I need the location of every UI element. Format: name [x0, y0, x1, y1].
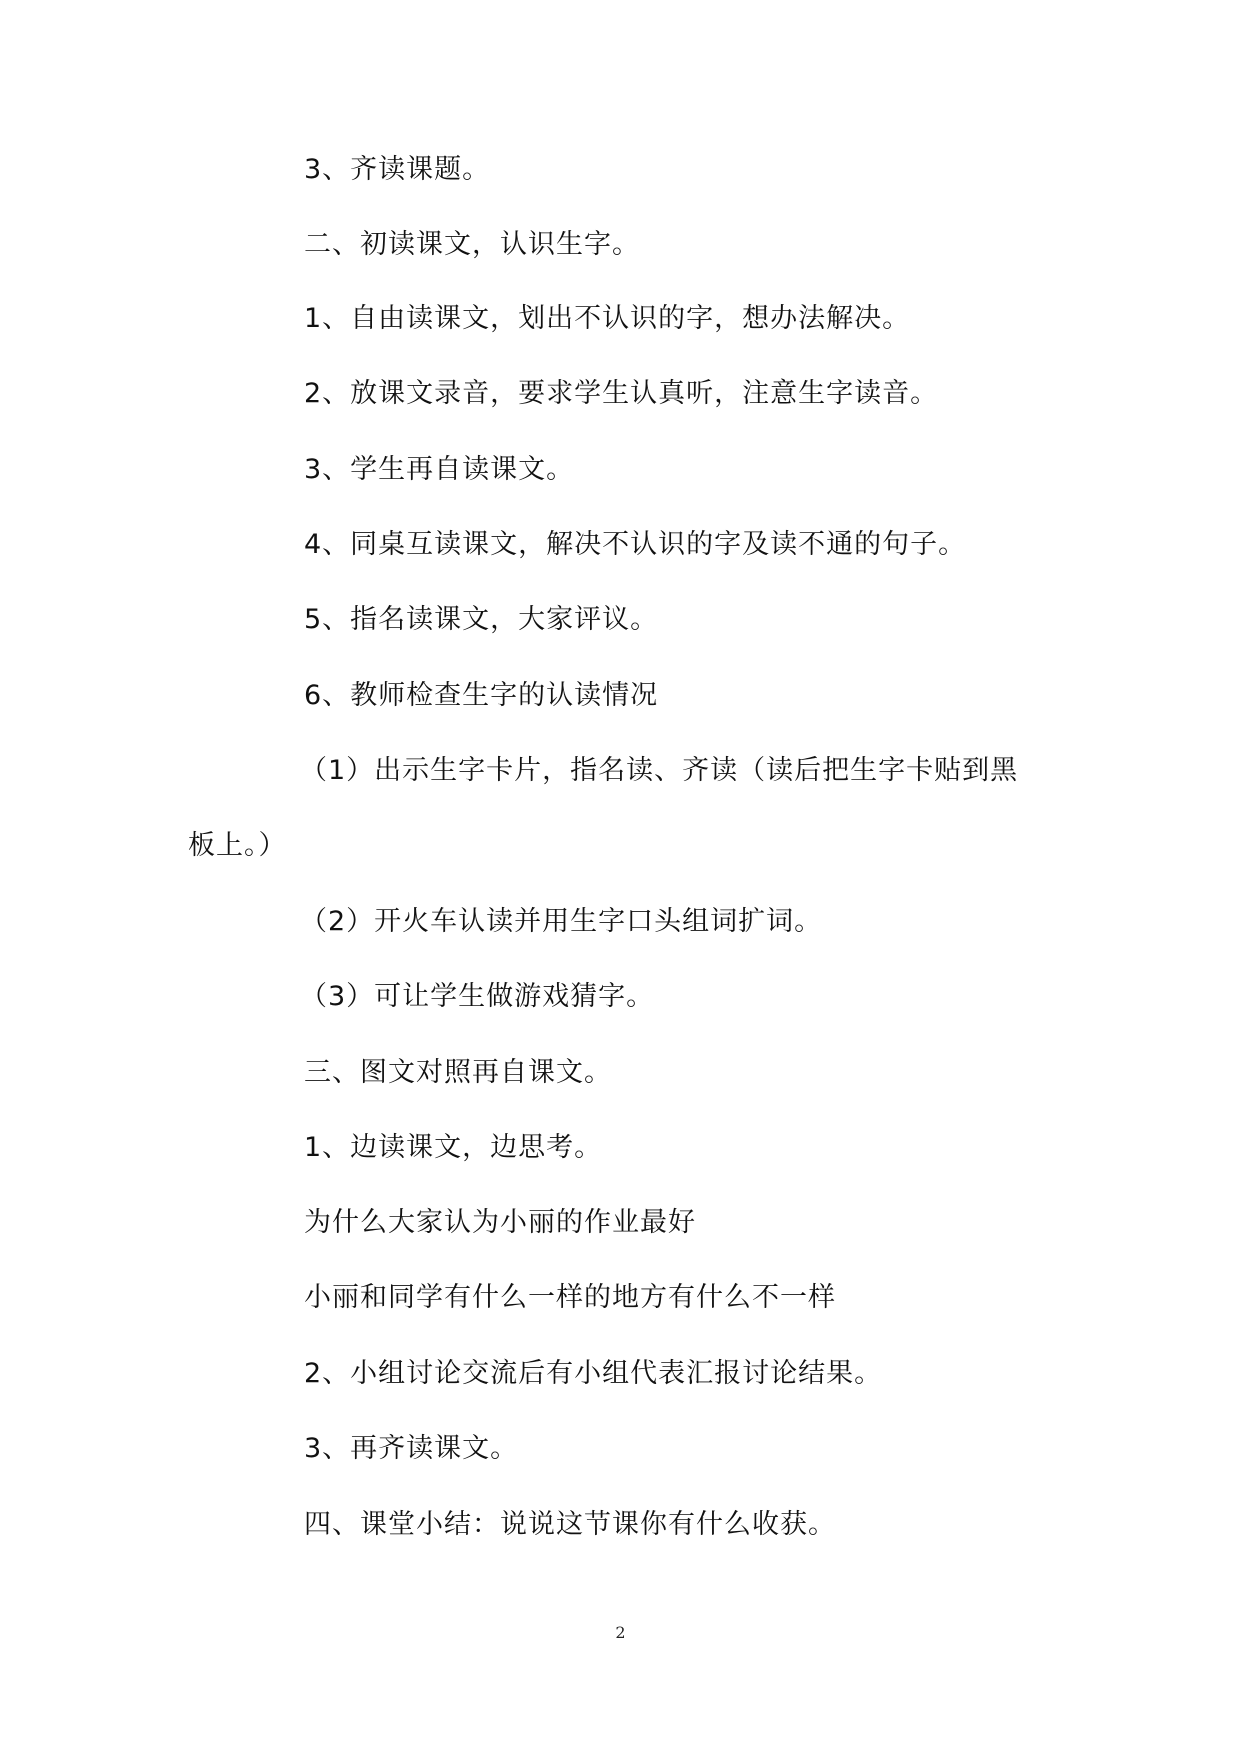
- section-heading: 二、初读课文，认识生字。: [304, 229, 640, 260]
- page-number: 2: [615, 1623, 626, 1642]
- text-line: 为什么大家认为小丽的作业最好: [304, 1207, 696, 1238]
- text-line: （3）可让学生做游戏猜字。: [300, 981, 655, 1012]
- text-line: 4、同桌互读课文，解决不认识的字及读不通的句子。: [304, 529, 967, 560]
- text-line: （1）出示生字卡片，指名读、齐读（读后把生字卡贴到黑: [300, 755, 1019, 786]
- text-line: 2、小组讨论交流后有小组代表汇报讨论结果。: [304, 1358, 883, 1389]
- text-line: 3、再齐读课文。: [304, 1433, 519, 1464]
- text-line: 5、指名读课文，大家评议。: [304, 604, 659, 635]
- text-line: 1、边读课文，边思考。: [304, 1132, 603, 1163]
- text-line: 1、自由读课文，划出不认识的字，想办法解决。: [304, 303, 911, 334]
- text-line: （2）开火车认读并用生字口头组词扩词。: [300, 906, 823, 937]
- text-line: 小丽和同学有什么一样的地方有什么不一样: [304, 1282, 836, 1313]
- text-line: 板上。）: [188, 830, 287, 861]
- text-line: 3、齐读课题。: [304, 154, 491, 185]
- text-line: 3、学生再自读课文。: [304, 454, 575, 485]
- text-line: 2、放课文录音，要求学生认真听，注意生字读音。: [304, 378, 939, 409]
- section-heading: 四、课堂小结：说说这节课你有什么收获。: [304, 1509, 836, 1540]
- section-heading: 三、图文对照再自课文。: [304, 1057, 612, 1088]
- text-line: 6、教师检查生字的认读情况: [304, 680, 659, 711]
